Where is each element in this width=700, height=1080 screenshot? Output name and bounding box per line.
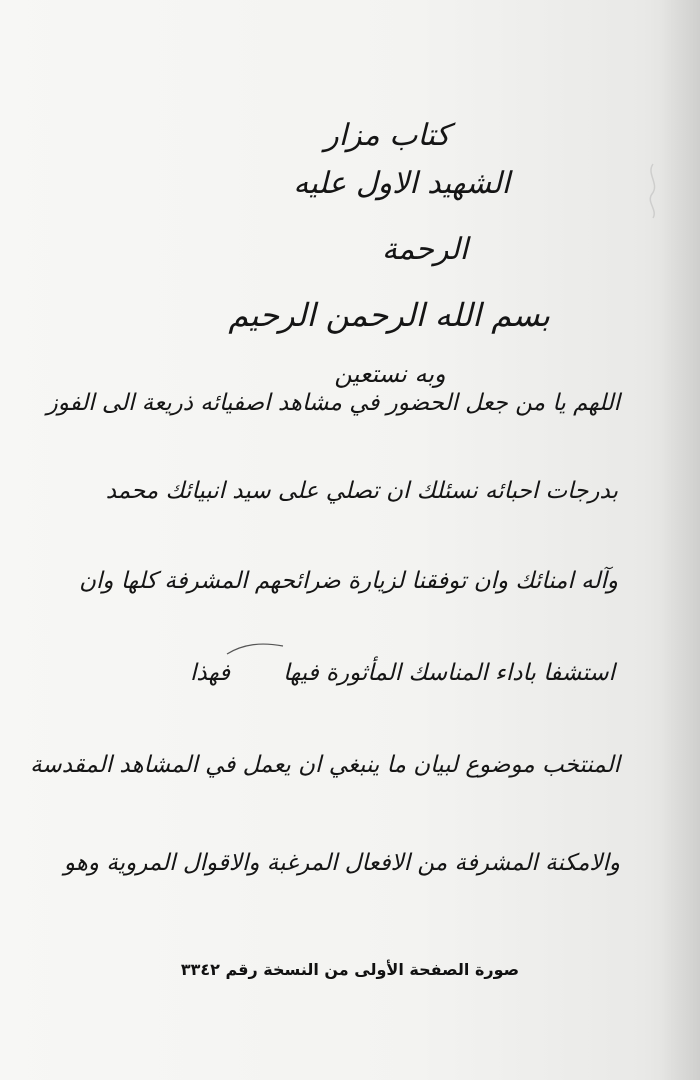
manuscript-line: استشفا باداء المناسك المأثورة فيها xyxy=(283,660,615,686)
manuscript-line: المنتخب موضوع لبيان ما ينبغي ان يعمل في المشاهد المقدسة xyxy=(30,752,620,778)
manuscript-line: وآله امنائك وان توفقنا لزيارة ضرائحهم المشرفة كلها وان xyxy=(79,568,618,594)
invocation: وبه نستعين xyxy=(334,360,446,388)
basmala: بسم الله الرحمن الرحيم xyxy=(228,296,550,334)
page-caption: صورة الصفحة الأولى من النسخة رقم ٣٣٤٢ xyxy=(180,960,520,979)
ink-stroke-icon xyxy=(225,638,285,658)
manuscript-line: اللهم يا من جعل الحضور في مشاهد اصفيائه ذريعة الى الفوز xyxy=(46,390,620,416)
manuscript-title-line-3: الرحمة xyxy=(381,232,468,267)
manuscript-title-line-2: الشهيد الاول عليه xyxy=(293,166,510,201)
manuscript-line: بدرجات احبائه نسئلك ان تصلي على سيد انبيائك محمد xyxy=(105,478,618,504)
manuscript-line: والامكنة المشرفة من الافعال المرغبة والاقوال المروية وهو xyxy=(63,850,620,876)
manuscript-line: فهذا xyxy=(189,660,230,686)
manuscript-title-line-1: كتاب مزار xyxy=(324,118,450,153)
